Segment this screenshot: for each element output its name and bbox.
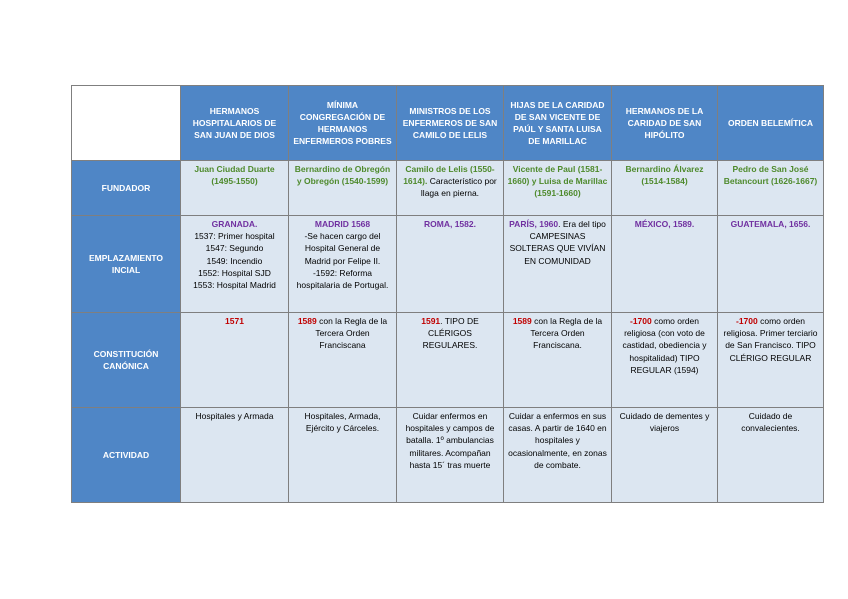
founder-name: Camilo de Lelis (1550-1614). — [403, 164, 495, 187]
cell-text: como orden religiosa (con voto de castidad, obediencia y hospitalidad) — [622, 316, 707, 363]
cell-text: como orden religiosa. Primer terciario de San Francisco. — [723, 316, 818, 351]
table-cell — [397, 161, 504, 216]
founder-name: Juan Ciudad Duarte (1495-1550) — [194, 164, 275, 187]
founder-name: Bernardino de Obregón y Obregón (1540-1599) — [294, 164, 391, 187]
place-name: MÉXICO, 1589. — [634, 219, 695, 229]
table-cell — [397, 313, 504, 408]
year: 1591 — [421, 316, 441, 326]
table-cell — [718, 216, 824, 313]
place-name: GRANADA. — [211, 219, 258, 229]
row-header: CONSTITUCIÓN CANÓNICA — [72, 313, 181, 408]
cell-text: -1592: Reforma hospitalaria de Portugal. — [296, 267, 389, 291]
place-name: MADRID 1568 — [314, 219, 371, 229]
column-header: HERMANOS DE LA CARIDAD DE SAN HIPÓLITO — [612, 86, 718, 161]
table-cell — [718, 313, 824, 408]
table-cell — [397, 216, 504, 313]
timeline-entry: 1537: Primer hospital — [194, 231, 275, 242]
table-cell — [289, 313, 397, 408]
table-cell: Hospitales, Armada, Ejército y Cárceles. — [289, 408, 397, 503]
actividad-row — [72, 408, 824, 503]
column-header: HIJAS DE LA CARIDAD DE SAN VICENTE DE PAÚL Y SANTA LUISA DE MARILLAC — [504, 86, 612, 161]
row-header: ACTIVIDAD — [72, 408, 181, 503]
table-cell — [181, 313, 289, 408]
founder-name: Vicente de Paul (1581-1660) y Luisa de Marillac (1591-1660) — [507, 164, 608, 199]
table-cell — [612, 313, 718, 408]
cell-text: . TIPO DE CLÉRIGOS REGULARES. — [422, 316, 479, 351]
timeline-entry: 1553: Hospital Madrid — [193, 280, 276, 291]
emplazamiento-row — [72, 216, 824, 313]
table-cell — [718, 161, 824, 216]
table-cell: Cuidado de convalecientes. — [718, 408, 824, 503]
corner-cell — [72, 86, 181, 161]
column-header: HERMANOS HOSPITALARIOS DE SAN JUAN DE DIOS — [181, 86, 289, 161]
timeline-entry: 1547: Segundo — [205, 243, 264, 254]
table-cell: Hospitales y Armada — [181, 408, 289, 503]
column-header: MINISTROS DE LOS ENFERMEROS DE SAN CAMILO DE LELIS — [397, 86, 504, 161]
year: -1700 — [630, 316, 652, 326]
founder-note: Característico por llaga en pierna. — [420, 176, 497, 199]
place-name: GUATEMALA, 1656. — [730, 219, 811, 229]
year: 1589 — [512, 316, 532, 326]
table-cell — [504, 161, 612, 216]
table-cell — [612, 161, 718, 216]
founder-name: Bernardino Álvarez (1514-1584) — [625, 164, 704, 187]
table-cell — [612, 216, 718, 313]
table-cell: Cuidar enfermos en hospitales y campos de batalla. 1º ambulancias militares. Acompañan hasta 15´ tras muerte — [397, 408, 504, 503]
year: 1571 — [225, 316, 244, 326]
place-name: PARÍS, 1960 — [509, 219, 559, 229]
table-cell — [504, 216, 612, 313]
table-cell — [181, 216, 289, 313]
cell-text: TIPO REGULAR (1594) — [630, 352, 700, 375]
timeline-entry: 1549: Incendio — [206, 255, 263, 266]
place-name: ROMA, 1582. — [424, 219, 476, 229]
table-cell: Cuidar a enfermos en sus casas. A partir de 1640 en hospitales y ocasionalmente, en zonas de combate. — [504, 408, 612, 503]
table-cell: Cuidado de dementes y viajeros — [612, 408, 718, 503]
column-header: MÍNIMA CONGREGACIÓN DE HERMANOS ENFERMEROS POBRES — [289, 86, 397, 161]
fundador-row — [72, 161, 824, 216]
column-header: ORDEN BELEMÍTICA — [718, 86, 824, 161]
constitucion-row — [72, 313, 824, 408]
table-cell — [504, 313, 612, 408]
orders-table — [71, 85, 824, 503]
cell-text: -Se hacen cargo del Hospital General de Madrid por Felipe II. — [304, 231, 381, 266]
row-header: EMPLAZAMIENTO INCIAL — [72, 216, 181, 313]
year: 1589 — [297, 316, 317, 326]
cell-text: . Era del tipo CAMPESINAS SOLTERAS QUE VIVÍAN EN COMUNIDAD — [509, 219, 606, 266]
cell-text: con la Regla de la Tercera Orden Franciscana. — [530, 316, 603, 351]
cell-text: con la Regla de la Tercera Orden Franciscana — [315, 316, 388, 351]
row-header: FUNDADOR — [72, 161, 181, 216]
table-cell — [289, 216, 397, 313]
cell-text: TIPO CLÉRIGO REGULAR — [729, 340, 816, 363]
founder-name: Pedro de San José Betancourt (1626-1667) — [723, 164, 818, 187]
table-cell — [289, 161, 397, 216]
timeline-entry: 1552: Hospital SJD — [198, 267, 271, 278]
year: -1700 — [736, 316, 758, 326]
table-cell — [181, 161, 289, 216]
header-row — [72, 86, 824, 161]
